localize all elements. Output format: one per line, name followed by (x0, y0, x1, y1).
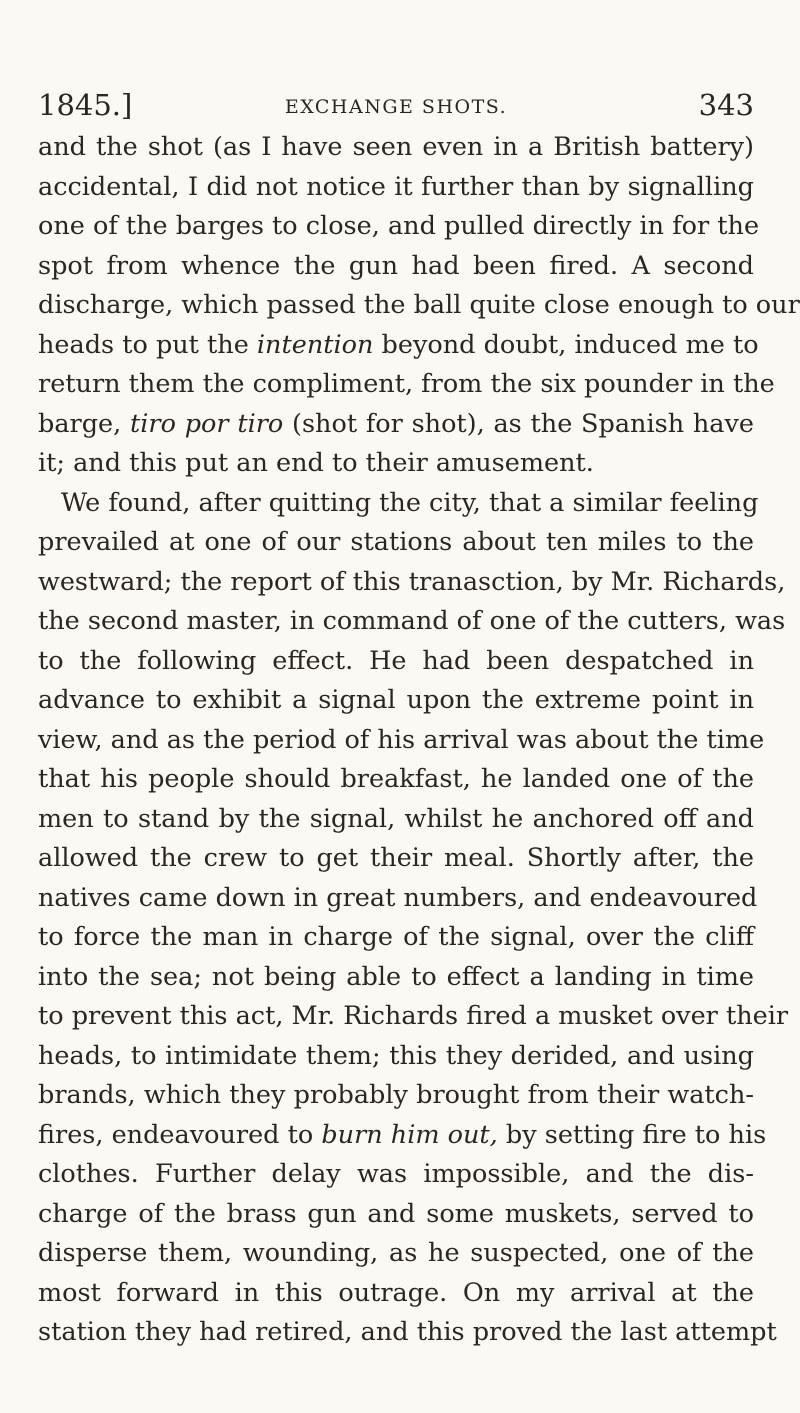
text-segment: to prevent this act, Mr. Richards fired a musket over their (38, 1001, 789, 1031)
text-line (38, 484, 759, 524)
text-line (38, 1037, 754, 1077)
text-segment: and the shot (as I have seen even in a British battery) (38, 132, 754, 162)
text-segment: advance to exhibit a signal upon the extreme point in (38, 685, 754, 715)
text-segment: heads to put the (38, 329, 257, 360)
text-segment: station they had retired, and this proved the last attempt (38, 1317, 777, 1347)
text-segment: disperse them, wounding, as he suspected, one of the (38, 1238, 754, 1268)
running-title: EXCHANGE SHOTS. (284, 96, 508, 118)
text-segment: spot from whence the gun had been fired. A second (38, 250, 754, 281)
text-segment: to the following effect. He had been despatched in (38, 645, 754, 676)
text-segment: brands, which they probably brought from their watch- (38, 1080, 754, 1110)
text-segment: by setting fire to his (497, 1119, 767, 1150)
text-line (38, 1274, 754, 1314)
text-line (38, 879, 758, 919)
text-line (38, 800, 754, 840)
text-segment: most forward in this outrage. On my arrival at the (38, 1277, 754, 1308)
text-segment: accidental, I did not notice it further than by signalling (38, 171, 754, 202)
text-line (38, 1155, 754, 1195)
text-line (38, 1195, 754, 1235)
body-text (38, 128, 800, 1353)
text-line (38, 247, 754, 287)
text-line (38, 602, 786, 642)
text-line (38, 563, 786, 603)
text-segment: natives came down in great numbers, and endeavoured (38, 882, 758, 913)
text-line (38, 1076, 754, 1116)
text-line (38, 326, 759, 366)
text-line (38, 1116, 767, 1156)
text-line (38, 207, 760, 247)
text-segment: allowed the crew to get their meal. Shortly after, the (38, 843, 754, 873)
text-segment: that his people should breakfast, he landed one of the (38, 764, 754, 794)
text-segment: it; and this put an end to their amusement. (38, 448, 594, 478)
text-line (38, 286, 800, 326)
text-segment: prevailed at one of our stations about ten miles to the (38, 527, 754, 557)
text-line (38, 760, 754, 800)
italic-text: tiro por tiro (130, 408, 284, 439)
text-segment: fires, endeavoured to (38, 1119, 322, 1150)
text-line (38, 918, 754, 958)
header-year: 1845.] (38, 88, 133, 122)
text-segment: men to stand by the signal, whilst he anchored off and (38, 803, 754, 834)
text-segment: the second master, in command of one of the cutters, was (38, 606, 786, 636)
text-line (38, 681, 754, 721)
running-header (38, 88, 754, 132)
text-line (38, 168, 754, 208)
text-line (38, 958, 754, 998)
text-segment: heads, to intimidate them; this they derided, and using (38, 1040, 754, 1071)
text-line (38, 523, 754, 563)
text-segment: discharge, which passed the ball quite close enough to our (38, 290, 800, 320)
italic-text: burn him out, (321, 1119, 498, 1150)
text-segment: We found, after quitting the city, that a similar feeling (61, 487, 759, 518)
text-segment: westward; the report of this tranasction, by Mr. Richards, (38, 566, 786, 597)
italic-text: intention (256, 329, 374, 360)
text-segment: beyond doubt, induced me to (373, 329, 759, 360)
text-line (38, 444, 754, 484)
text-segment: return them the compliment, from the six pounder in the (38, 369, 775, 399)
text-line (38, 1313, 777, 1353)
text-line (38, 128, 754, 168)
text-segment: (shot for shot), as the Spanish have (283, 408, 755, 439)
text-line (38, 997, 789, 1037)
text-line (38, 365, 775, 405)
text-segment: one of the barges to close, and pulled directly in for the (38, 211, 760, 241)
text-segment: barge, (38, 408, 130, 439)
text-line (38, 839, 754, 879)
text-line (38, 721, 765, 761)
text-line (38, 405, 754, 445)
text-segment: clothes. Further delay was impossible, and the dis- (38, 1159, 754, 1189)
text-segment: to force the man in charge of the signal, over the cliff (38, 922, 754, 952)
page-number: 343 (698, 88, 754, 122)
text-segment: charge of the brass gun and some muskets, served to (38, 1198, 754, 1229)
text-segment: view, and as the period of his arrival was about the time (38, 724, 765, 755)
text-segment: into the sea; not being able to effect a landing in time (38, 961, 754, 992)
text-line (38, 642, 754, 682)
text-line (38, 1234, 754, 1274)
